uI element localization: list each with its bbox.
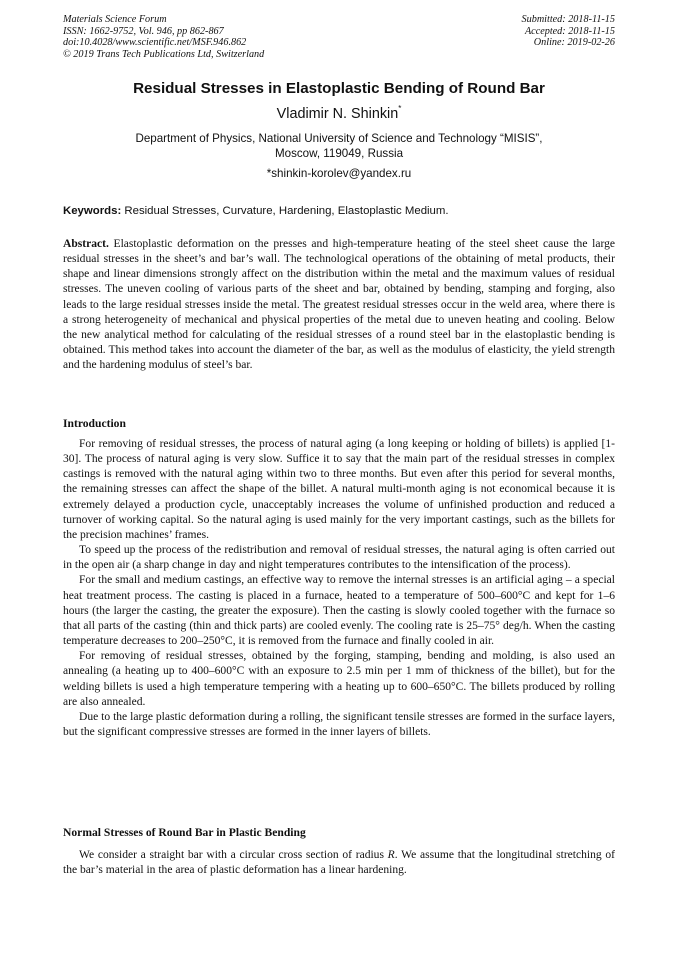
paragraph: For removing of residual stresses, the process of natural aging (a long keeping or holding of billets) is applied [1-30]. The process of natural aging is very slow. Suffice it to say that the main part of the residual stresses in complex castings is removed with the natural aging within two to three months. But even after this period for several months, the remaining stresses can affect the shape of the billet. A natural multi-month aging is not economical because it is extremely delayed a production cycle, unacceptably increases the volume of unfinished production and reduced a turnover of working capital. So the natural aging is used mainly for the very important castings, such as the billets for the precision machines’ frames. bbox=[63, 438, 615, 541]
author-line bbox=[0, 104, 678, 122]
submission-dates bbox=[522, 14, 615, 49]
doi-line: doi:10.4028/www.scientific.net/MSF.946.862 bbox=[63, 37, 247, 49]
copyright-line: © 2019 Trans Tech Publications Ltd, Switzerland bbox=[63, 48, 265, 60]
journal-name: Materials Science Forum bbox=[63, 14, 167, 25]
paragraph: To speed up the process of the redistribution and removal of residual stresses, the natural aging is often carried out in the open air (a sharp change in day and night temperatures contributes to the intensification of the process). bbox=[63, 544, 615, 572]
paper-title: Residual Stresses in Elastoplastic Bending of Round Bar bbox=[133, 80, 545, 97]
affiliation-line-2: Moscow, 119049, Russia bbox=[274, 146, 404, 160]
paragraph-text: . We assume that the longitudinal stretching of the bar’s material in the area of plastic deformation has a linear hardening. bbox=[63, 849, 615, 877]
affiliation bbox=[0, 132, 678, 161]
author-email: *shinkin-korolev@yandex.ru bbox=[266, 167, 412, 180]
abstract-text: Elastoplastic deformation on the presses and high-temperature heating of the steel sheet cause the large residual stresses in the sheet’s and bar’s wall. The technological operations of the obtaining of metal products, their shape and linear dimensions strongly affect on the distribution within the metal and the maximum values of residual stresses. The uneven cooling of various parts of the sheet and bar, obtained by bending, stamping and forging, also leads to the large residual stresses inside the metal. The greatest residual stresses occur in the weld area, where there is a strong heterogeneity of mechanical and physical properties of the metal due to uneven heating and cooling. Below the new analytical method for calculating of the residual stresses of a round steel bar in the elastoplastic bending is obtained. This method takes into account the diameter of the bar, as well as the modulus of elasticity, the yield strength and the hardening modulus of steel’s bar. bbox=[63, 238, 615, 372]
radius-variable: R bbox=[387, 849, 395, 861]
author-mark: * bbox=[398, 104, 402, 113]
normal-stresses-heading: Normal Stresses of Round Bar in Plastic Bending bbox=[63, 826, 306, 839]
issn-line: ISSN: 1662-9752, Vol. 946, pp 862-867 bbox=[63, 25, 224, 37]
keywords-label: Keywords: bbox=[63, 205, 122, 217]
affiliation-line-1: Department of Physics, National University of Science and Technology “MISIS”, bbox=[135, 132, 543, 145]
paragraph bbox=[63, 848, 615, 878]
abstract-label: Abstract. bbox=[63, 238, 109, 250]
keywords bbox=[63, 205, 615, 217]
normal-stresses-body bbox=[63, 848, 615, 878]
accepted-date: Accepted: 2018-11-15 bbox=[524, 25, 615, 37]
online-date: Online: 2019-02-26 bbox=[533, 37, 615, 49]
introduction-heading: Introduction bbox=[63, 417, 126, 430]
paragraph: Due to the large plastic deformation during a rolling, the significant tensile stresses are formed in the surface layers, but the significant compressive stresses are formed in the inner layers of billets. bbox=[63, 710, 615, 738]
paragraph: For removing of residual stresses, obtained by the forging, stamping, bending and molding, is also used an annealing (a heating up to 400–600°C with an exposure to 2.5 min per 1 mm of thickness of the billet), but for the welding billets is used a high temperature tempering with a heating up to 600–650°C. The billets produced by rolling are also annealed. bbox=[63, 650, 615, 708]
journal-info bbox=[63, 14, 264, 60]
paragraph: For the small and medium castings, an effective way to remove the internal stresses is an artificial aging – a special heat treatment process. The casting is placed in a furnace, heated to a temperature of 500–600°C and kept for 1–6 hours (the larger the casting, the greater the exposure). Then the casting is slowly cooled together with the furnace so that all parts of the casting (thin and thick parts) are cooled evenly. The cooling rate is 25–75° deg/h. When the casting temperature decreases to 200–250°C, it is removed from the furnace and finally cooled in air. bbox=[63, 574, 615, 648]
author-name: Vladimir N. Shinkin bbox=[276, 106, 399, 122]
submitted-date: Submitted: 2018-11-15 bbox=[521, 14, 615, 25]
abstract bbox=[63, 237, 615, 373]
keywords-text: Residual Stresses, Curvature, Hardening, Elastoplastic Medium. bbox=[121, 205, 449, 217]
paragraph-text: We consider a straight bar with a circular cross section of radius bbox=[79, 849, 388, 861]
introduction-body bbox=[63, 437, 615, 740]
